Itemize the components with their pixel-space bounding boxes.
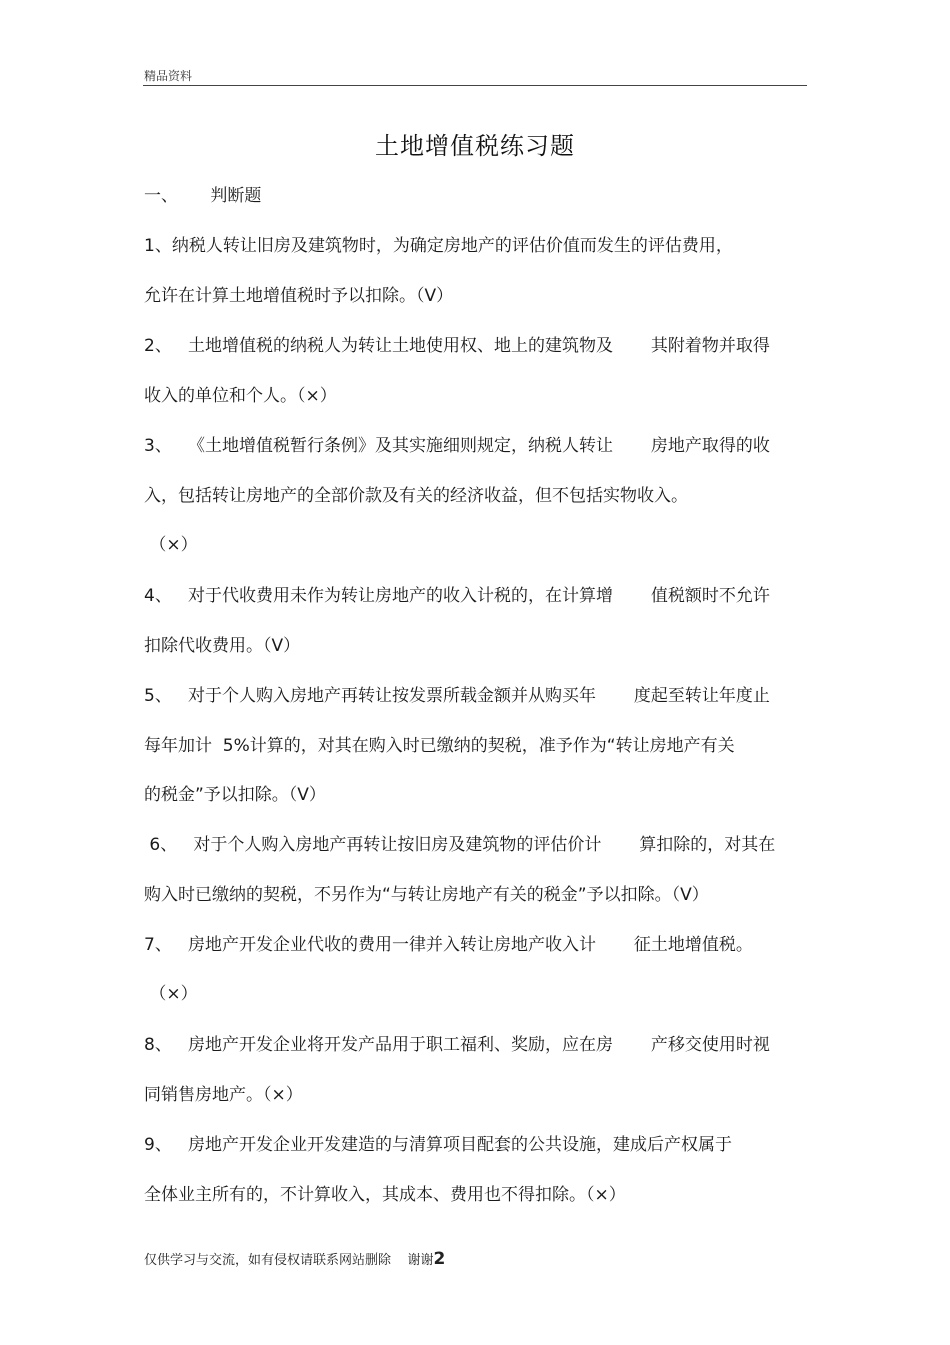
text-line: 7、 房地产开发企业代收的费用一律并入转让房地产收入计 征土地增值税。 [144, 935, 753, 955]
page-header-label: 精品资料 [144, 69, 193, 83]
text-line: 5、 对于个人购入房地产再转让按发票所载金额并从购买年 度起至转让年度止 [144, 686, 770, 706]
text-line: 全体业主所有的，不计算收入，其成本、费用也不得扣除。（×） [144, 1185, 626, 1205]
text-line: 8、 房地产开发企业将开发产品用于职工福利、奖励，应在房 产移交使用时视 [144, 1035, 770, 1055]
text-line: 1、纳税人转让旧房及建筑物时，为确定房地产的评估价值而发生的评估费用， [144, 236, 733, 256]
page-number: 2 [433, 1249, 446, 1269]
document-title: 土地增值税练习题 [375, 132, 575, 160]
header-rule [143, 85, 807, 86]
text-line: 每年加计 5%计算的，对其在购入时已缴纳的契税，准予作为“转让房地产有关 [144, 736, 735, 756]
text-line: 入，包括转让房地产的全部价款及有关的经济收益，但不包括实物收入。 [144, 486, 688, 506]
text-line: （×） [144, 535, 198, 555]
page-footer [144, 1249, 445, 1269]
text-line: 的税金”予以扣除。（V） [144, 785, 326, 805]
text-line: 4、 对于代收费用未作为转让房地产的收入计税的，在计算增 值税额时不允许 [144, 586, 770, 606]
text-line: 收入的单位和个人。（×） [144, 386, 337, 406]
text-line: 扣除代收费用。（V） [144, 636, 301, 656]
text-line: 3、 《土地增值税暂行条例》及其实施细则规定，纳税人转让 房地产取得的收 [144, 436, 770, 456]
text-line: 允许在计算土地增值税时予以扣除。（V） [144, 286, 454, 306]
text-line: （×） [144, 984, 198, 1004]
text-line: 同销售房地产。（×） [144, 1085, 303, 1105]
text-line: 6、 对于个人购入房地产再转让按旧房及建筑物的评估价计 算扣除的，对其在 [144, 835, 776, 855]
text-line: 购入时已缴纳的契税，不另作为“与转让房地产有关的税金”予以扣除。（V） [144, 885, 709, 905]
footer-text: 仅供学习与交流，如有侵权请联系网站删除 谢谢 [144, 1253, 434, 1268]
text-line: 9、 房地产开发企业开发建造的与清算项目配套的公共设施，建成后产权属于 [144, 1135, 733, 1155]
section-heading: 一、 判断题 [144, 186, 262, 206]
text-line: 2、 土地增值税的纳税人为转让土地使用权、地上的建筑物及 其附着物并取得 [144, 336, 770, 356]
